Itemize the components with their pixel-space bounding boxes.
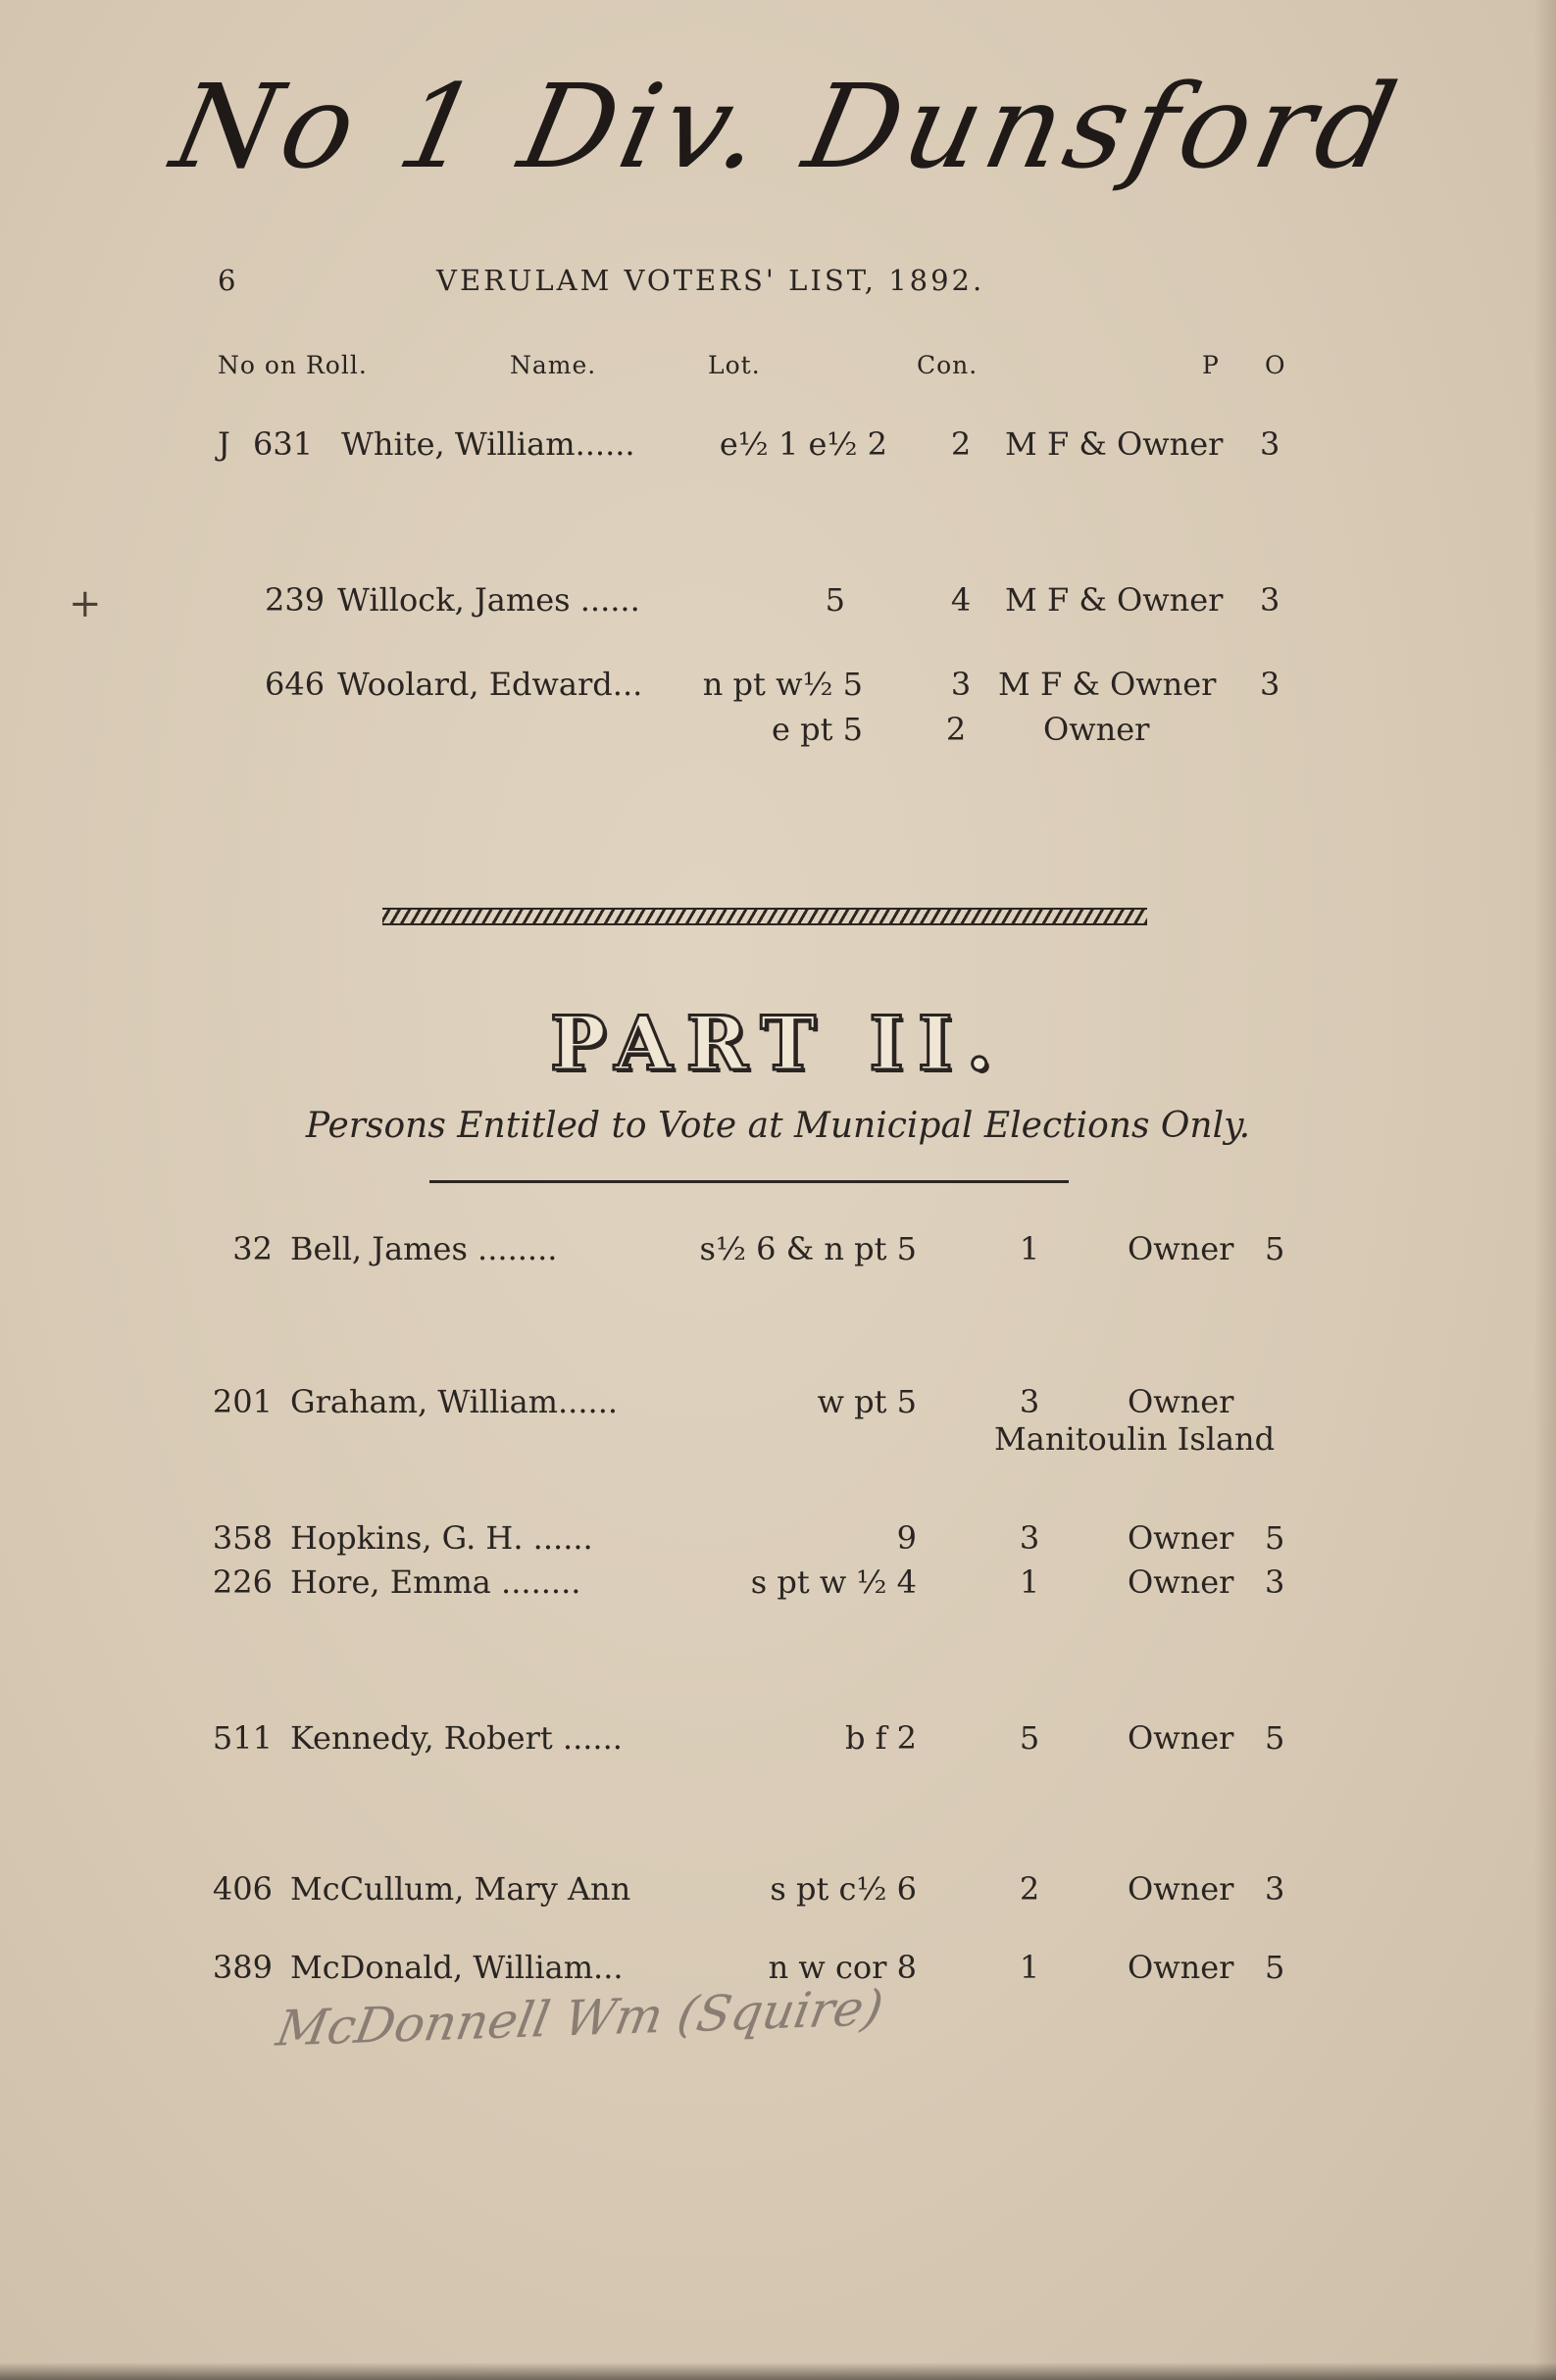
lot: 5 [825,581,845,619]
roll-number: 226 [212,1563,273,1601]
lot: b f 2 [844,1719,917,1757]
page-bottom-shadow [0,2362,1556,2380]
page-number: 6 [218,264,239,297]
status: Owner [1128,1949,1234,1986]
po: 3 [1265,1563,1285,1601]
roll-number: 406 [212,1870,273,1908]
po: 5 [1265,1230,1285,1267]
po: 5 [1265,1719,1285,1757]
lot: w pt 5 [817,1383,917,1420]
column-header-o: O [1265,351,1286,379]
status: M F & Owner [998,666,1217,703]
voter-name: McDonald, William... [290,1949,624,1986]
concession: 3 [950,666,972,703]
concession: 5 [1019,1719,1040,1757]
handwritten-note: McDonnell Wm (Squire) [272,1979,888,2058]
roll-number: 358 [212,1519,273,1557]
column-header-p: P [1202,351,1220,379]
po: 5 [1265,1949,1285,1986]
column-header-con: Con. [917,351,979,379]
concession: 4 [950,581,972,619]
status: Owner [1043,711,1150,748]
page-edge-shadow [1534,0,1556,2380]
po: 5 [1265,1519,1285,1557]
po: 3 [1265,1870,1285,1908]
roll-number: 511 [212,1719,273,1757]
status: Owner [1128,1870,1234,1908]
concession: 1 [1019,1563,1040,1601]
concession: 2 [1019,1870,1040,1908]
divider [429,1180,1069,1183]
voter-name: McCullum, Mary Ann [290,1870,631,1908]
po: 3 [1260,425,1280,463]
roll-number: 32 [232,1230,273,1267]
roll-number: 239 [265,581,326,619]
roll-number: 389 [212,1949,273,1986]
lot: e½ 1 e½ 2 [719,425,887,463]
status: Owner [1128,1519,1234,1557]
post-office: Manitoulin Island [994,1420,1276,1458]
column-header-lot: Lot. [708,351,761,379]
lot: n pt w½ 5 [702,666,863,703]
lot: s pt w ½ 4 [750,1563,917,1601]
concession: 3 [1019,1519,1040,1557]
po: 3 [1260,666,1280,703]
handwritten-title: No 1 Div. Dunsford [162,59,1413,194]
concession: 3 [1019,1383,1040,1420]
part-subtitle: Persons Entitled to Vote at Municipal Elections Only. [305,1106,1251,1146]
lot: s pt c½ 6 [770,1870,917,1908]
status: Owner [1128,1719,1234,1757]
voter-name: Woolard, Edward... [337,666,643,703]
voter-name: Bell, James ........ [290,1230,558,1267]
po: 3 [1260,581,1280,619]
voter-name: Kennedy, Robert ...... [290,1719,623,1757]
status: Owner [1128,1383,1234,1420]
lot: 9 [896,1519,917,1557]
concession: 2 [950,425,972,463]
concession: 2 [945,711,967,748]
concession: 1 [1019,1949,1040,1986]
status: M F & Owner [1005,425,1224,463]
roll-prefix: J [218,425,230,463]
list-title: VERULAM VOTERS' LIST, 1892. [436,264,985,297]
voter-name: White, William...... [341,425,635,463]
voter-name: Willock, James ...... [337,581,640,619]
margin-mark: + [69,581,102,626]
lot: s½ 6 & n pt 5 [699,1230,917,1267]
status: Owner [1128,1230,1234,1267]
concession: 1 [1019,1230,1040,1267]
roll-number: 631 [253,425,314,463]
column-header-no-on-roll: No on Roll. [218,351,368,379]
part-heading: PART II. [550,1000,1006,1087]
voter-name: Hore, Emma ........ [290,1563,581,1601]
status: Owner [1128,1563,1234,1601]
lot: n w cor 8 [768,1949,917,1986]
voter-name: Hopkins, G. H. ...... [290,1519,593,1557]
decorative-rule [382,908,1147,925]
lot: e pt 5 [772,711,863,748]
voter-name: Graham, William...... [290,1383,619,1420]
column-header-name: Name. [510,351,597,379]
roll-number: 201 [212,1383,273,1420]
status: M F & Owner [1005,581,1224,619]
roll-number: 646 [265,666,326,703]
